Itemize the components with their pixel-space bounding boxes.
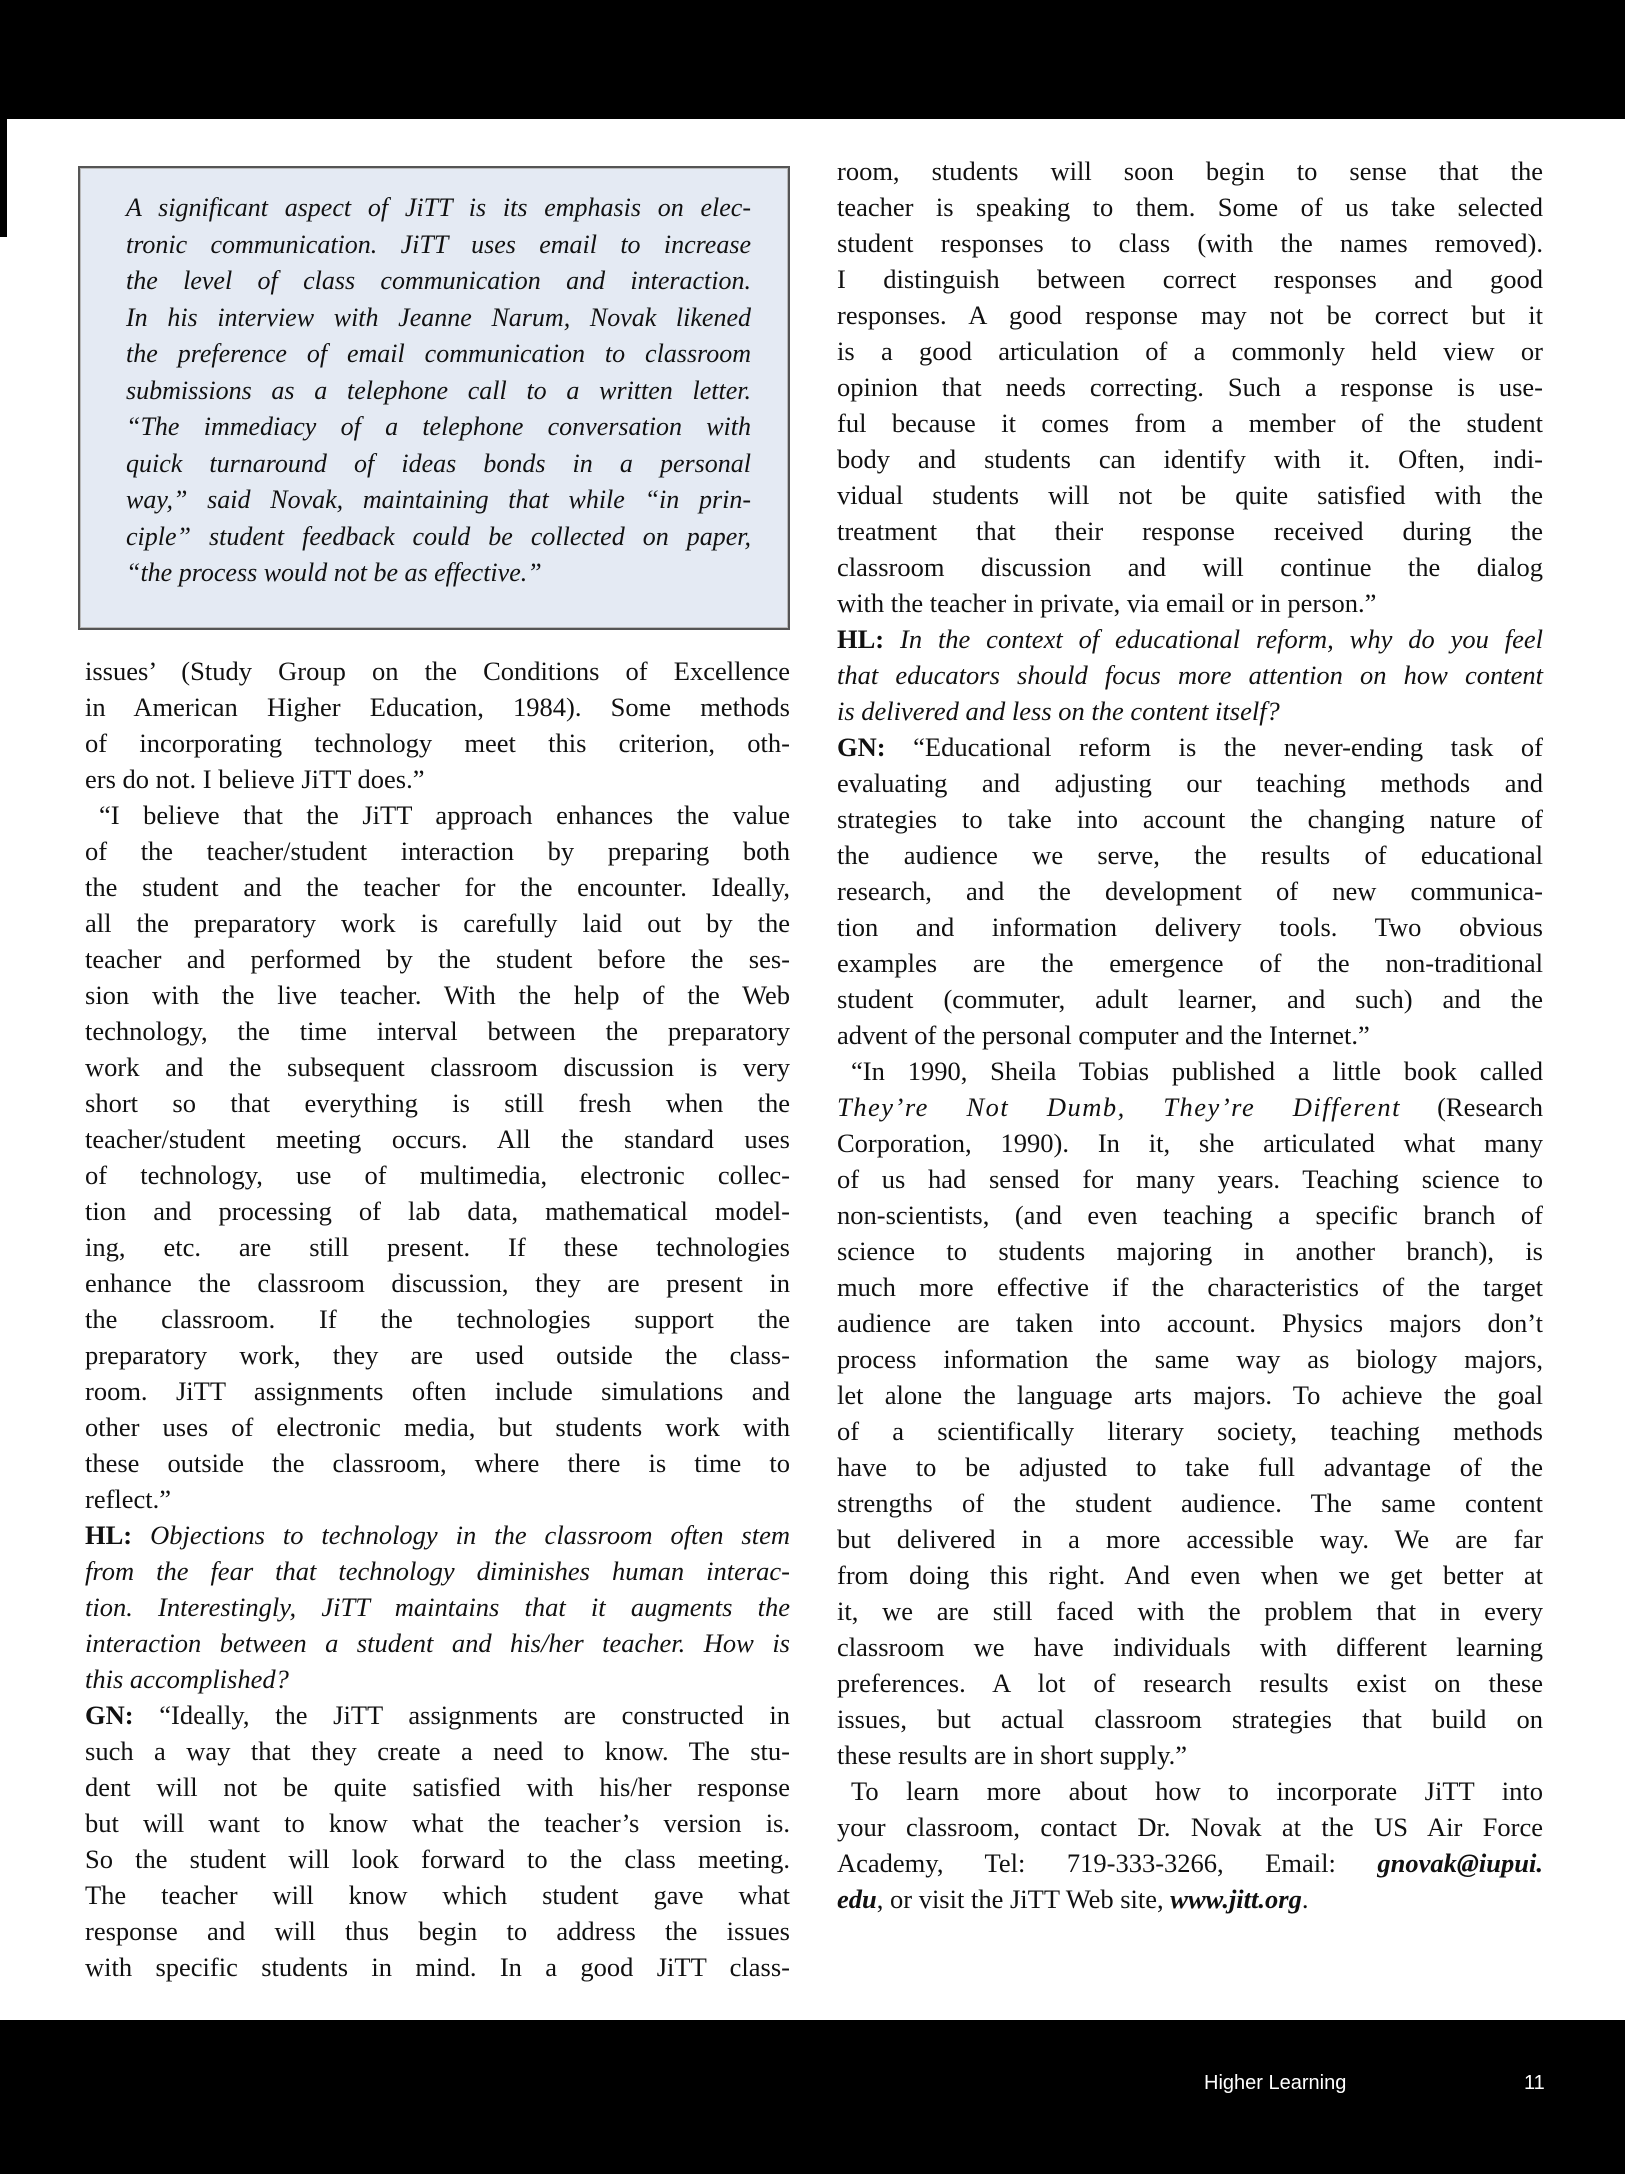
pull-quote-line: the level of class communication and interaction. <box>126 266 751 295</box>
text-fragment: . <box>1301 1884 1309 1914</box>
text-line: I distinguish between correct responses and good <box>837 264 1543 294</box>
text-line: short so that everything is still fresh when the <box>85 1088 790 1118</box>
text-line: all the preparatory work is carefully laid out by the <box>85 908 790 938</box>
interview-question <box>837 621 1543 729</box>
text-line: it, we are still faced with the problem that in every <box>837 1596 1543 1626</box>
text-line: classroom discussion and will continue the dialog <box>837 552 1543 582</box>
answer-line: the audience we serve, the results of educational <box>837 840 1543 870</box>
text-line: have to be adjusted to take full advantage of the <box>837 1452 1543 1482</box>
text-fragment: Academy, Tel: 719-333-3266, Email: <box>837 1848 1378 1878</box>
answer-line: response and will thus begin to address the issues <box>85 1916 790 1946</box>
question-text: In the context of educational reform, why do you feel <box>884 624 1543 654</box>
question-line: interaction between a student and his/her teacher. How is <box>85 1628 790 1658</box>
text-line: treatment that their response received during the <box>837 516 1543 546</box>
text-line: technology, the time interval between the preparatory <box>85 1016 790 1046</box>
pull-quote-line: ciple” student feedback could be collected on paper, <box>126 521 751 551</box>
text-line: room, students will soon begin to sense that the <box>837 156 1543 186</box>
publication-title: Higher Learning <box>1204 2072 1347 2094</box>
text-line: of technology, use of multimedia, electronic collec- <box>85 1160 790 1190</box>
text-line: non-scientists, (and even teaching a specific branch of <box>837 1200 1543 1230</box>
text-line: but delivered in a more accessible way. We are far <box>837 1524 1543 1554</box>
pull-quote-text <box>126 190 751 592</box>
speaker-label-gn: GN: <box>85 1700 134 1730</box>
text-line: “In 1990, Sheila Tobias published a little book called <box>851 1056 1543 1086</box>
text-line: ful because it comes from a member of the student <box>837 408 1543 438</box>
text-line: room. JiTT assignments often include simulations and <box>85 1376 790 1406</box>
pull-quote-line: the preference of email communication to classroom <box>126 339 751 368</box>
website-link[interactable]: www.jitt.org <box>1170 1884 1302 1914</box>
text-fragment: , or visit the JiTT Web site, <box>876 1884 1171 1914</box>
question-line: tion. Interestingly, JiTT maintains that it augments the <box>85 1592 790 1622</box>
footer-bar <box>0 2020 1625 2174</box>
text-line: audience are taken into account. Physics majors don’t <box>837 1308 1543 1338</box>
paragraph <box>837 153 1543 621</box>
email-link-continued[interactable]: edu <box>837 1884 877 1914</box>
text-line: To learn more about how to incorporate JiTT into <box>851 1776 1543 1806</box>
text-line: with the teacher in private, via email or in person.” <box>837 588 1377 618</box>
text-line: the classroom. If the technologies support the <box>85 1304 790 1334</box>
question-line: this accomplished? <box>85 1664 289 1694</box>
answer-text: “Ideally, the JiTT assignments are constructed in <box>133 1700 790 1730</box>
left-column <box>85 653 790 1985</box>
text-line: Corporation, 1990). In it, she articulated what many <box>837 1128 1543 1158</box>
text-line: issues’ (Study Group on the Conditions of Excellence <box>85 656 790 686</box>
answer-line: but will want to know what the teacher’s version is. <box>85 1808 790 1838</box>
text-line: sion with the live teacher. With the help of the Web <box>85 980 790 1010</box>
text-line: let alone the language arts majors. To achieve the goal <box>837 1380 1543 1410</box>
text-line: of the teacher/student interaction by preparing both <box>85 836 790 866</box>
pull-quote-line: “the process would not be as effective.” <box>126 558 542 587</box>
question-line: from the fear that technology diminishes human interac- <box>85 1556 790 1586</box>
text-line: ers do not. I believe JiTT does.” <box>85 764 425 794</box>
answer-line: examples are the emergence of the non-traditional <box>837 948 1543 978</box>
answer-line: The teacher will know which student gave what <box>85 1880 790 1910</box>
answer-line: evaluating and adjusting our teaching methods and <box>837 768 1543 798</box>
question-line: is delivered and less on the content itself? <box>837 696 1280 726</box>
text-line: the student and the teacher for the encounter. Ideally, <box>85 872 790 902</box>
answer-line: strategies to take into account the changing nature of <box>837 804 1543 834</box>
answer-line: dent will not be quite satisfied with his/her response <box>85 1772 790 1802</box>
text-line: is a good articulation of a commonly held view or <box>837 336 1543 366</box>
answer-text: “Educational reform is the never-ending task of <box>885 732 1543 762</box>
text-line: of incorporating technology meet this criterion, oth- <box>85 728 790 758</box>
text-line: teacher and performed by the student before the ses- <box>85 944 790 974</box>
text-line: “I believe that the JiTT approach enhances the value <box>99 800 790 830</box>
pull-quote-line: tronic communication. JiTT uses email to increase <box>126 229 751 259</box>
interview-question <box>85 1517 790 1697</box>
text-line: your classroom, contact Dr. Novak at the US Air Force <box>837 1812 1543 1842</box>
text-fragment: (Research <box>1401 1092 1543 1122</box>
text-line: of a scientifically literary society, teaching methods <box>837 1416 1543 1446</box>
answer-line: with specific students in mind. In a good JiTT class- <box>85 1952 790 1982</box>
answer-line: advent of the personal computer and the Internet.” <box>837 1020 1370 1050</box>
text-line: reflect.” <box>85 1484 172 1514</box>
paragraph-tobias <box>837 1053 1543 1773</box>
text-line: much more effective if the characteristics of the target <box>837 1272 1543 1302</box>
pull-quote-line: In his interview with Jeanne Narum, Novak likened <box>126 302 751 332</box>
text-line: body and students can identify with it. Often, indi- <box>837 444 1543 474</box>
speaker-label-gn: GN: <box>837 732 886 762</box>
text-line: teacher/student meeting occurs. All the standard uses <box>85 1124 790 1154</box>
page-number: 11 <box>1524 2072 1545 2094</box>
text-line: enhance the classroom discussion, they are present in <box>85 1268 790 1298</box>
text-line: responses. A good response may not be correct but it <box>837 300 1543 330</box>
text-line: other uses of electronic media, but students work with <box>85 1412 790 1442</box>
paragraph <box>85 797 790 1517</box>
text-line: work and the subsequent classroom discussion is very <box>85 1052 790 1082</box>
pull-quote-line: “The immediacy of a telephone conversation with <box>126 412 751 441</box>
text-line: of us had sensed for many years. Teaching science to <box>837 1164 1543 1194</box>
text-line: preparatory work, they are used outside the class- <box>85 1340 790 1370</box>
pull-quote-line: quick turnaround of ideas bonds in a personal <box>126 448 751 478</box>
text-line: preferences. A lot of research results exist on these <box>837 1668 1543 1698</box>
text-line: student responses to class (with the names removed). <box>837 228 1543 258</box>
answer-line: So the student will look forward to the class meeting. <box>85 1844 790 1874</box>
paragraph <box>85 653 790 797</box>
text-line: science to students majoring in another branch), is <box>837 1236 1543 1266</box>
speaker-label-hl: HL: <box>85 1520 133 1550</box>
email-link[interactable]: gnovak@iupui. <box>1377 1848 1543 1878</box>
pull-quote-line: submissions as a telephone call to a written letter. <box>126 375 751 405</box>
edge-tab-marker <box>0 0 7 237</box>
right-column <box>837 153 1543 1917</box>
pull-quote-box <box>78 166 790 630</box>
text-line: these results are in short supply.” <box>837 1740 1188 1770</box>
text-line: ing, etc. are still present. If these technologies <box>85 1232 790 1262</box>
question-line: that educators should focus more attention on how content <box>837 660 1543 690</box>
text-line: strengths of the student audience. The same content <box>837 1488 1543 1518</box>
text-line: process information the same way as biology majors, <box>837 1344 1543 1374</box>
pull-quote-line: way,” said Novak, maintaining that while “in prin- <box>126 485 751 514</box>
answer-line: tion and information delivery tools. Two obvious <box>837 912 1543 942</box>
answer-line: research, and the development of new communica- <box>837 876 1543 906</box>
text-line: classroom we have individuals with different learning <box>837 1632 1543 1662</box>
text-line: tion and processing of lab data, mathematical model- <box>85 1196 790 1226</box>
speaker-label-hl: HL: <box>837 624 885 654</box>
contact-paragraph <box>837 1773 1543 1917</box>
text-line: teacher is speaking to them. Some of us take selected <box>837 192 1543 222</box>
answer-line: student (commuter, adult learner, and such) and the <box>837 984 1543 1014</box>
header-bar <box>0 0 1625 119</box>
text-line: opinion that needs correcting. Such a response is use- <box>837 372 1543 402</box>
pull-quote-line: A significant aspect of JiTT is its emphasis on elec- <box>126 193 751 222</box>
text-line: issues, but actual classroom strategies that build on <box>837 1704 1543 1734</box>
text-line: vidual students will not be quite satisfied with the <box>837 480 1543 510</box>
text-line: in American Higher Education, 1984). Some methods <box>85 692 790 722</box>
interview-answer <box>85 1697 790 1985</box>
text-line: these outside the classroom, where there is time to <box>85 1448 790 1478</box>
interview-answer <box>837 729 1543 1053</box>
text-line: from doing this right. And even when we get better at <box>837 1560 1543 1590</box>
book-title: They’re Not Dumb, They’re Different <box>837 1092 1401 1122</box>
answer-line: such a way that they create a need to know. The stu- <box>85 1736 790 1766</box>
question-text: Objections to technology in the classroom often stem <box>132 1520 790 1550</box>
